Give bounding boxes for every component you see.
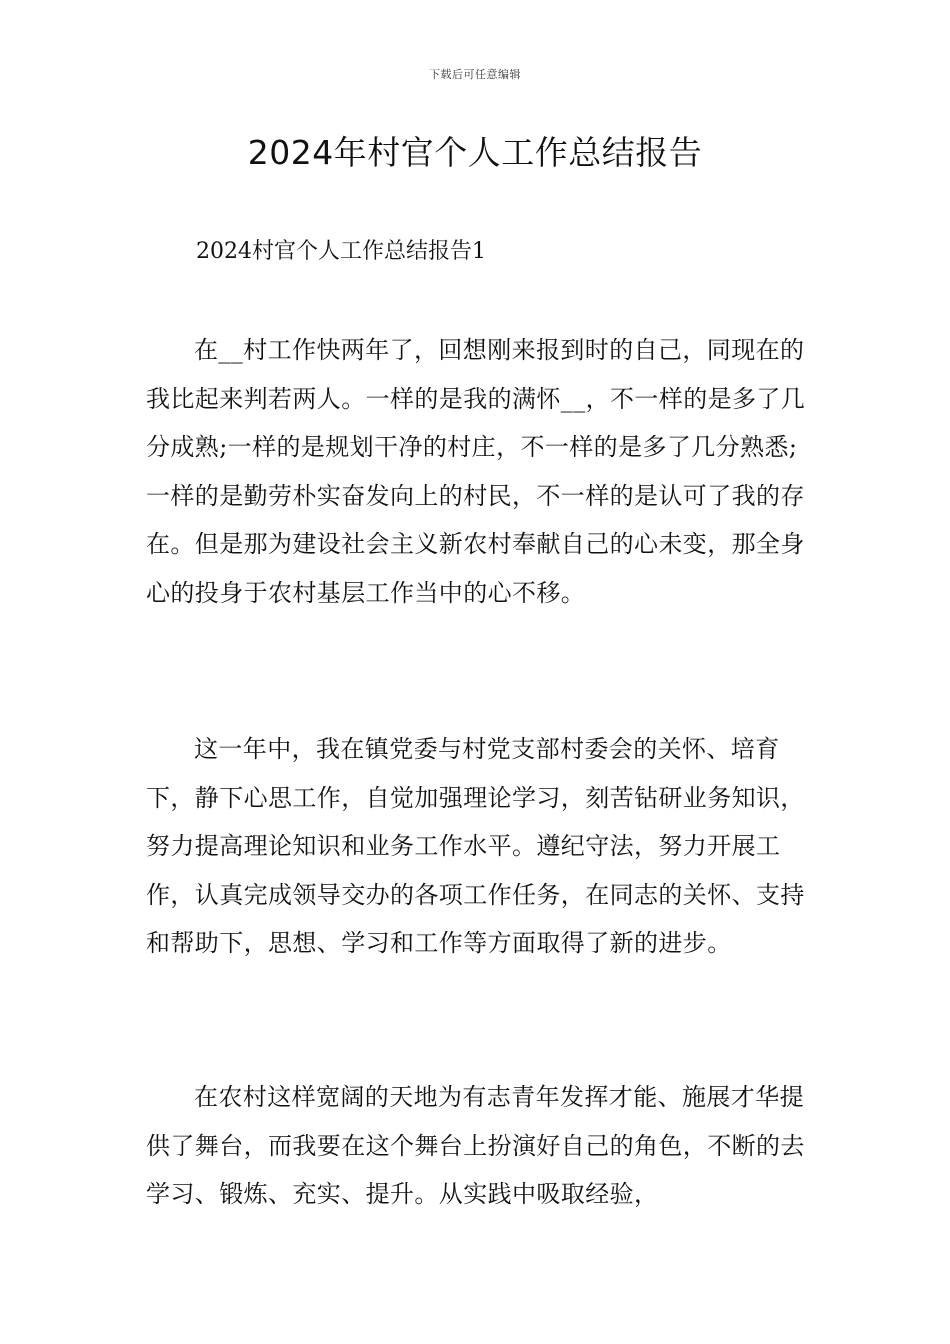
header-note: 下载后可任意编辑 [429,68,521,81]
body-paragraph: 这一年中，我在镇党委与村党支部村委会的关怀、培育下，静下心思工作，自觉加强理论学习，刻苦钻研业务知识，努力提高理论知识和业务工作水平。遵纪守法，努力开展工作，认真完成领导交办的各项工作任务，在同志的关怀、支持和帮助下，思想、学习和工作等方面取得了新的进步。 [146,735,805,957]
body-paragraph: 在__村工作快两年了，回想刚来报到时的自己，同现在的我比起来判若两人。一样的是我的满怀__，不一样的是多了几分成熟;一样的是规划干净的村庄，不一样的是多了几分熟悉;一样的是勤劳朴实奋发向上的村民，不一样的是认可了我的存在。但是那为建设社会主义新农村奉献自己的心未变，那全身心的投身于农村基层工作当中的心不移。 [146,336,806,607]
body-paragraph: 在农村这样宽阔的天地为有志青年发挥才能、施展才华提供了舞台，而我要在这个舞台上扮演好自己的角色，不断的去学习、锻炼、充实、提升。从实践中吸取经验， [146,1083,805,1208]
document-title: 2024年村官个人工作总结报告 [247,133,703,172]
section-heading: 2024村官个人工作总结报告1 [196,239,486,264]
